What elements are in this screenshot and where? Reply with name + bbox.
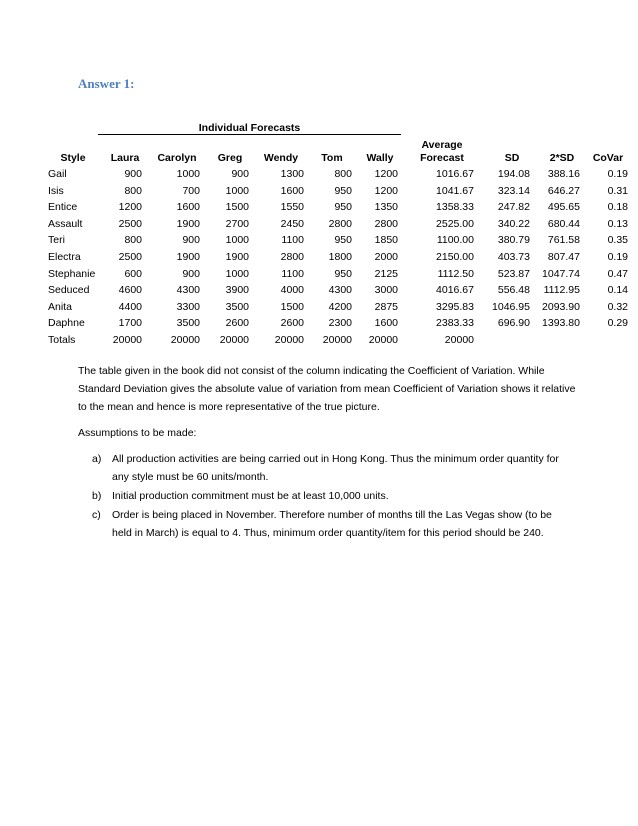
cell-sd: 523.87 [497, 267, 530, 280]
cell-laura: 2500 [118, 217, 142, 230]
header-wally: Wally [366, 152, 394, 164]
cell-sd: 323.14 [497, 184, 530, 197]
cell-covar: 0.32 [607, 300, 628, 313]
cell-2sd: 2093.90 [542, 300, 580, 313]
cell-carolyn: 700 [182, 184, 200, 197]
cell-sd: 247.82 [497, 201, 530, 214]
cell-laura: 4600 [118, 284, 142, 297]
cell-style: Totals [48, 334, 76, 346]
cell-average: 4016.67 [436, 284, 474, 297]
cell-average: 3295.83 [436, 300, 474, 313]
cell-tom: 2800 [328, 217, 352, 230]
cell-style: Isis [48, 184, 64, 197]
list-marker: a) [92, 453, 102, 465]
cell-laura: 1700 [118, 317, 142, 330]
cell-wally: 2125 [374, 267, 398, 280]
paragraph-assumptions-intro: Assumptions to be made: [78, 427, 197, 439]
cell-laura: 800 [124, 184, 142, 197]
cell-sd: 380.79 [497, 234, 530, 247]
cell-greg: 900 [231, 168, 249, 180]
header-2sd: 2*SD [549, 152, 575, 164]
cell-greg: 1000 [225, 234, 249, 247]
cell-tom: 20000 [322, 334, 352, 346]
cell-wendy: 4000 [280, 284, 304, 297]
cell-covar: 0.31 [607, 184, 628, 197]
cell-tom: 4300 [328, 284, 352, 297]
cell-laura: 800 [124, 234, 142, 247]
assumptions-list [92, 450, 572, 543]
cell-2sd: 1393.80 [542, 317, 580, 330]
cell-wendy: 2450 [280, 217, 304, 230]
cell-wally: 20000 [368, 334, 398, 346]
cell-wendy: 1300 [280, 168, 304, 180]
cell-sd: 340.22 [497, 217, 530, 230]
cell-covar: 0.19 [607, 251, 628, 263]
cell-greg: 1500 [225, 201, 249, 214]
cell-tom: 1800 [328, 251, 352, 263]
list-item [92, 487, 572, 505]
cell-covar: 0.13 [607, 217, 628, 230]
cell-covar: 0.18 [607, 201, 628, 214]
cell-covar: 0.35 [607, 234, 628, 247]
cell-covar: 0.29 [607, 317, 628, 330]
cell-wally: 1200 [374, 168, 398, 180]
cell-wendy: 1500 [280, 300, 304, 313]
cell-greg: 2600 [225, 317, 249, 330]
cell-2sd: 1047.74 [542, 267, 580, 280]
cell-sd: 696.90 [497, 317, 530, 330]
cell-tom: 2300 [328, 317, 352, 330]
cell-covar: 0.47 [607, 267, 628, 280]
cell-greg: 3900 [225, 284, 249, 297]
cell-average: 1041.67 [436, 184, 474, 197]
header-sd: SD [504, 152, 520, 164]
cell-average: 1112.50 [437, 267, 474, 280]
cell-average: 20000 [444, 334, 474, 346]
cell-sd: 194.08 [497, 168, 530, 180]
cell-tom: 800 [334, 168, 352, 180]
cell-wally: 1350 [374, 201, 398, 214]
cell-2sd: 680.44 [547, 217, 580, 230]
cell-laura: 1200 [118, 201, 142, 214]
cell-carolyn: 1900 [176, 251, 200, 263]
cell-wendy: 1600 [280, 184, 304, 197]
cell-style: Entice [48, 201, 78, 214]
cell-average: 2383.33 [436, 317, 474, 330]
cell-tom: 950 [334, 234, 352, 247]
cell-wally: 1200 [374, 184, 398, 197]
list-marker: c) [92, 509, 101, 521]
cell-wally: 1850 [374, 234, 398, 247]
cell-tom: 950 [334, 184, 352, 197]
cell-wendy: 1550 [280, 201, 304, 214]
cell-2sd: 388.16 [547, 168, 580, 180]
list-item-text: All production activities are being carried out in Hong Kong. Thus the minimum order quantity for any style must be 60 units/month. [112, 453, 559, 483]
cell-average: 1016.67 [436, 168, 474, 180]
header-laura: Laura [110, 152, 140, 164]
cell-carolyn: 900 [182, 234, 200, 247]
cell-wendy: 2800 [280, 251, 304, 263]
cell-2sd: 646.27 [547, 184, 580, 197]
cell-sd: 403.73 [497, 251, 530, 263]
cell-sd: 556.48 [497, 284, 530, 297]
cell-2sd: 495.65 [547, 201, 580, 214]
cell-sd: 1046.95 [492, 300, 530, 313]
list-item-text: Order is being placed in November. Therefore number of months till the Las Vegas show (to be held in March) is equal to 4. Thus, minimum order quantity/item for this period should be 240. [112, 509, 552, 539]
cell-greg: 1000 [225, 267, 249, 280]
cell-tom: 950 [334, 267, 352, 280]
cell-style: Teri [48, 234, 65, 247]
cell-wally: 1600 [374, 317, 398, 330]
cell-style: Daphne [48, 317, 85, 330]
header-average-line1: Average [421, 139, 463, 151]
cell-greg: 2700 [225, 217, 249, 230]
cell-wendy: 1100 [281, 267, 304, 280]
answer-heading: Answer 1: [78, 76, 135, 91]
cell-laura: 20000 [112, 334, 142, 346]
cell-carolyn: 1000 [176, 168, 200, 180]
list-item-text: Initial production commitment must be at least 10,000 units. [112, 490, 389, 502]
header-style: Style [60, 152, 86, 164]
cell-carolyn: 4300 [176, 284, 200, 297]
cell-wally: 2000 [374, 251, 398, 263]
cell-tom: 950 [334, 201, 352, 214]
header-wendy: Wendy [263, 152, 299, 164]
cell-2sd: 761.58 [547, 234, 580, 247]
cell-wendy: 20000 [274, 334, 304, 346]
cell-greg: 1900 [225, 251, 249, 263]
cell-wendy: 1100 [281, 234, 304, 247]
cell-carolyn: 20000 [170, 334, 200, 346]
cell-average: 2150.00 [436, 251, 474, 263]
cell-laura: 2500 [118, 251, 142, 263]
cell-style: Electra [48, 251, 81, 263]
cell-style: Stephanie [48, 267, 96, 280]
individual-forecasts-title: Individual Forecasts [98, 122, 401, 135]
cell-laura: 600 [124, 267, 142, 280]
cell-laura: 4400 [118, 300, 142, 313]
cell-carolyn: 3500 [176, 317, 200, 330]
cell-greg: 3500 [225, 300, 249, 313]
header-greg: Greg [217, 152, 243, 164]
cell-style: Assault [48, 217, 83, 230]
cell-style: Anita [48, 300, 72, 313]
cell-tom: 4200 [328, 300, 352, 313]
cell-average: 2525.00 [436, 217, 474, 230]
cell-wally: 2875 [374, 300, 398, 313]
header-covar: CoVar [592, 152, 624, 164]
cell-wally: 2800 [374, 217, 398, 230]
cell-covar: 0.19 [607, 168, 628, 180]
cell-2sd: 807.47 [547, 251, 580, 263]
cell-average: 1100.00 [436, 234, 474, 247]
list-item [92, 450, 572, 486]
header-tom: Tom [321, 152, 343, 164]
cell-style: Seduced [48, 284, 90, 297]
cell-covar: 0.14 [607, 284, 628, 297]
cell-carolyn: 3300 [176, 300, 200, 313]
cell-wendy: 2600 [280, 317, 304, 330]
cell-greg: 20000 [219, 334, 249, 346]
cell-average: 1358.33 [436, 201, 474, 214]
list-item [92, 506, 572, 542]
cell-carolyn: 1900 [176, 217, 200, 230]
cell-wally: 3000 [374, 284, 398, 297]
cell-carolyn: 1600 [176, 201, 200, 214]
cell-laura: 900 [124, 168, 142, 180]
header-carolyn: Carolyn [157, 152, 197, 164]
header-average-line2: Forecast [420, 152, 464, 164]
list-marker: b) [92, 490, 102, 502]
cell-carolyn: 900 [182, 267, 200, 280]
cell-greg: 1000 [225, 184, 249, 197]
cell-style: Gail [48, 168, 67, 180]
cell-2sd: 1112.95 [543, 284, 580, 297]
paragraph-coefficient-of-variation: The table given in the book did not consist of the column indicating the Coefficient of Variation. While Standard Deviation gives the absolute value of variation from mean Coefficient of Variation shows it relative to the mean and hence is more representative of the true picture. [78, 365, 576, 413]
